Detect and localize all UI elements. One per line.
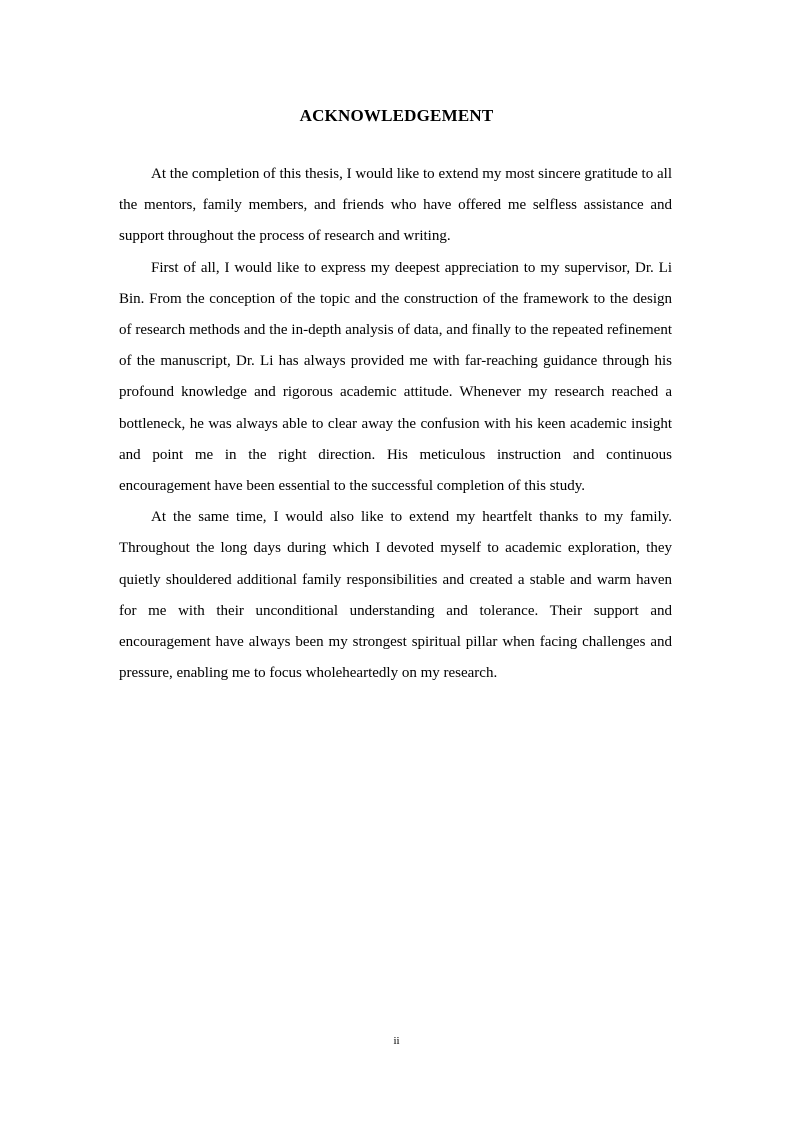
- paragraph-family-thanks: At the same time, I would also like to extend my heartfelt thanks to my family. Throughout the long days during which I devoted myself to academic exploration, they quietly shouldered additional family responsibilities and created a stable and warm haven for me with their unconditional understanding and tolerance. Their support and encouragement have always been my strongest spiritual pillar when facing challenges and pressure, enabling me to focus wholeheartedly on my research.: [119, 509, 672, 682]
- page-title: ACKNOWLEDGEMENT: [299, 106, 494, 125]
- paragraph-gratitude-intro: At the completion of this thesis, I would like to extend my most sincere gratitude to all the mentors, family members, and friends who have offered me selfless assistance and support throughout the process of research and writing.: [119, 166, 672, 245]
- body-text: [119, 159, 672, 689]
- page-number: ii: [393, 1035, 400, 1047]
- paragraph-supervisor-thanks: First of all, I would like to express my deepest appreciation to my supervisor, Dr. Li Bin. From the conception of the topic and the construction of the framework to the design of research methods and the in-depth analysis of data, and finally to the repeated refinement of the manuscript, Dr. Li has always provided me with far-reaching guidance through his profound knowledge and rigorous academic attitude. Whenever my research reached a bottleneck, he was always able to clear away the confusion with his keen academic insight and point me in the right direction. His meticulous instruction and continuous encouragement have been essential to the successful completion of this study.: [119, 259, 672, 495]
